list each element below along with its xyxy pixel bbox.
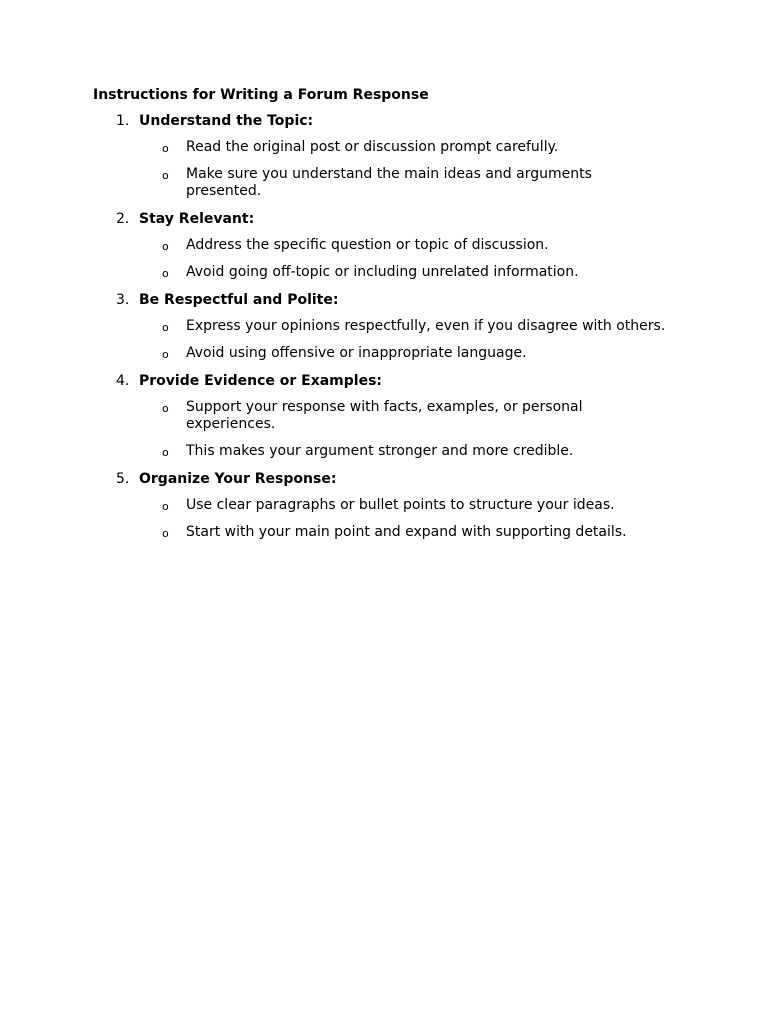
sub-item-text: Support your response with facts, examples, or personal experiences. [186,399,583,432]
sub-item [139,497,693,514]
sub-item-text: Avoid going off-topic or including unrelated information. [186,264,579,280]
circle-bullet-icon: o [162,402,169,415]
sub-item [139,345,693,362]
circle-bullet-icon: o [162,500,169,513]
step-number: 4. [116,373,130,389]
document-title: Instructions for Writing a Forum Response [93,87,429,103]
sub-item [139,524,693,541]
step-item [93,210,693,281]
sub-item-text: Read the original post or discussion prompt carefully. [186,139,559,155]
sub-item [139,399,693,433]
circle-bullet-icon: o [162,527,169,540]
step-title: Organize Your Response: [139,471,337,487]
sub-item-text: Address the specific question or topic of discussion. [186,237,549,253]
sub-item-text: Start with your main point and expand with supporting details. [186,524,627,540]
sub-item [139,318,693,335]
step-title: Provide Evidence or Examples: [139,373,383,389]
step-title: Stay Relevant: [139,211,255,227]
sub-item-text: Use clear paragraphs or bullet points to structure your ideas. [186,497,615,513]
step-item [93,291,693,362]
instruction-list [93,112,693,541]
step-item [93,112,693,200]
step-item [93,470,693,541]
step-title: Be Respectful and Polite: [139,292,339,308]
step-number: 5. [116,471,130,487]
circle-bullet-icon: o [162,142,169,155]
circle-bullet-icon: o [162,348,169,361]
sub-list [139,139,693,200]
sub-item [139,139,693,156]
sub-list [139,399,693,460]
sub-item-text: Make sure you understand the main ideas and arguments presented. [186,166,592,199]
circle-bullet-icon: o [162,446,169,459]
circle-bullet-icon: o [162,240,169,253]
sub-item [139,443,693,460]
step-number: 1. [116,113,130,129]
sub-list [139,318,693,362]
step-title: Understand the Topic: [139,113,314,129]
circle-bullet-icon: o [162,321,169,334]
sub-item-text: Express your opinions respectfully, even if you disagree with others. [186,318,666,334]
sub-item [139,237,693,254]
sub-item [139,166,693,200]
document-page [93,86,693,551]
sub-item-text: This makes your argument stronger and more credible. [186,443,574,459]
sub-list [139,497,693,541]
circle-bullet-icon: o [162,267,169,280]
step-item [93,372,693,460]
step-number: 2. [116,211,130,227]
sub-list [139,237,693,281]
sub-item [139,264,693,281]
circle-bullet-icon: o [162,169,169,182]
step-number: 3. [116,292,130,308]
sub-item-text: Avoid using offensive or inappropriate language. [186,345,527,361]
